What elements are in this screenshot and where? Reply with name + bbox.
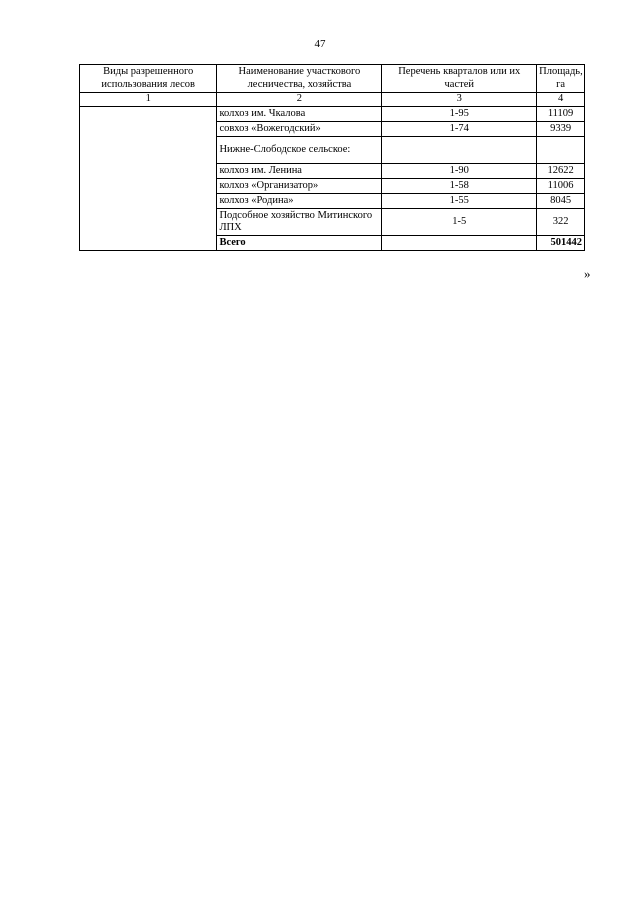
permitted-use-cell (80, 107, 217, 251)
column-number: 3 (382, 93, 537, 107)
forestry-name-cell: колхоз им. Чкалова (217, 107, 382, 122)
quarters-cell: 1-95 (382, 107, 537, 122)
closing-quote: » (584, 266, 591, 281)
header-permitted-use: Виды разрешенного использования лесов (80, 65, 217, 93)
total-label: Всего (217, 236, 382, 251)
area-cell: 8045 (537, 194, 585, 209)
forestry-name-cell: колхоз им. Ленина (217, 164, 382, 179)
quarters-cell: 1-74 (382, 122, 537, 137)
header-forestry-name: Наименование участкового лесничества, хозяйства (217, 65, 382, 93)
quarters-cell: 1-90 (382, 164, 537, 179)
forestry-name-cell: колхоз «Организатор» (217, 179, 382, 194)
quarters-cell: 1-58 (382, 179, 537, 194)
page-number: 47 (314, 38, 326, 50)
forest-use-table (79, 64, 585, 251)
area-cell: 12622 (537, 164, 585, 179)
forestry-name-cell: совхоз «Вожегодский» (217, 122, 382, 137)
table-row (80, 107, 585, 122)
quarters-cell (382, 137, 537, 164)
area-cell: 322 (537, 209, 585, 236)
table-header-row (80, 65, 585, 93)
area-cell: 11006 (537, 179, 585, 194)
area-cell: 11109 (537, 107, 585, 122)
quarters-cell: 1-5 (382, 209, 537, 236)
header-area: Площадь, га (537, 65, 585, 93)
forestry-name-cell: Нижне-Слободское сельское: (217, 137, 382, 164)
column-number: 1 (80, 93, 217, 107)
column-number-row (80, 93, 585, 107)
header-quarters: Перечень кварталов или их частей (382, 65, 537, 93)
column-number: 2 (217, 93, 382, 107)
quarters-cell: 1-55 (382, 194, 537, 209)
total-area: 501442 (537, 236, 585, 251)
area-cell: 9339 (537, 122, 585, 137)
total-quarters-cell (382, 236, 537, 251)
area-cell (537, 137, 585, 164)
forestry-name-cell: Подсобное хозяйство Митинского ЛПХ (217, 209, 382, 236)
column-number: 4 (537, 93, 585, 107)
forestry-name-cell: колхоз «Родина» (217, 194, 382, 209)
